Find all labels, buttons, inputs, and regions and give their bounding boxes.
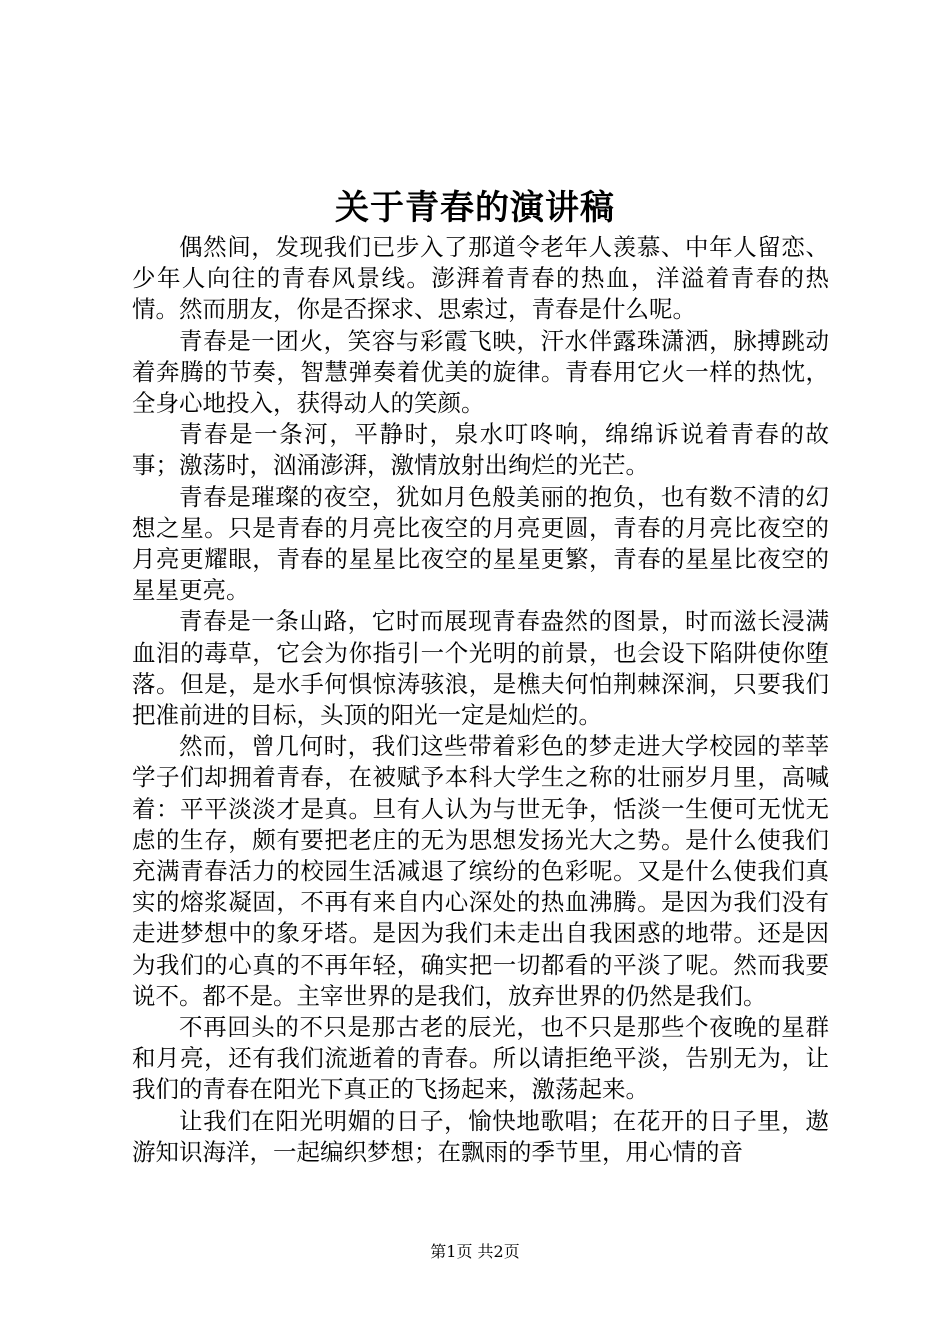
paragraph-7: 不再回头的不只是那古老的辰光，也不只是那些个夜晚的星群和月亮，还有我们流逝着的青春。所以请拒绝平淡，告别无为，让我们的青春在阳光下真正的飞扬起来，激荡起来。: [132, 1013, 829, 1104]
paragraph-3: 青春是一条河，平静时，泉水叮咚响，绵绵诉说着青春的故事；激荡时，汹涌澎湃，激情放射出绚烂的光芒。: [132, 420, 829, 480]
paragraph-2: 青春是一团火，笑容与彩霞飞映，汗水伴露珠潇洒，脉搏跳动着奔腾的节奏，智慧弹奏着优美的旋律。青春用它火一样的热忱，全身心地投入，获得动人的笑颜。: [132, 326, 829, 418]
paragraph-6: 然而，曾几何时，我们这些带着彩色的梦走进大学校园的莘莘学子们却拥着青春，在被赋予本科大学生之称的壮丽岁月里，高喊着：平平淡淡才是真。旦有人认为与世无争，恬淡一生便可无忧无虑的生存，颇有要把老庄的无为思想发扬光大之势。是什么使我们充满青春活力的校园生活减退了缤纷的色彩呢。又是什么使我们真实的熔浆凝固，不再有来自内心深处的热血沸腾。是因为我们没有走进梦想中的象牙塔。是因为我们未走出自我困惑的地带。还是因为我们的心真的不再年轻，确实把一切都看的平淡了呢。然而我要说不。都不是。主宰世界的是我们，放弃世界的仍然是我们。: [132, 732, 829, 1010]
paragraph-5: 青春是一条山路，它时而展现青春盎然的图景，时而滋长浸满血泪的毒草，它会为你指引一个光明的前景，也会设下陷阱使你堕落。但是，是水手何惧惊涛骇浪，是樵夫何怕荆棘深涧，只要我们把准前进的目标，头顶的阳光一定是灿烂的。: [132, 607, 829, 730]
paragraph-8: 让我们在阳光明媚的日子，愉快地歌唱；在花开的日子里，遨游知识海洋，一起编织梦想；在飘雨的季节里，用心情的音: [132, 1106, 829, 1166]
paragraph-1: 偶然间，发现我们已步入了那道令老年人羡慕、中年人留恋、少年人向往的青春风景线。澎湃着青春的热血，洋溢着青春的热情。然而朋友，你是否探求、思索过，青春是什么呢。: [132, 233, 829, 324]
page-number-footer: 第1页 共2页: [430, 1242, 520, 1261]
paragraph-4: 青春是璀璨的夜空，犹如月色般美丽的抱负，也有数不清的幻想之星。只是青春的月亮比夜空的月亮更圆，青春的月亮比夜空的月亮更耀眼，青春的星星比夜空的星星更繁，青春的星星比夜空的星星更亮。: [132, 482, 829, 605]
document-title: 关于青春的演讲稿: [335, 188, 615, 228]
document-body: [132, 232, 829, 1168]
